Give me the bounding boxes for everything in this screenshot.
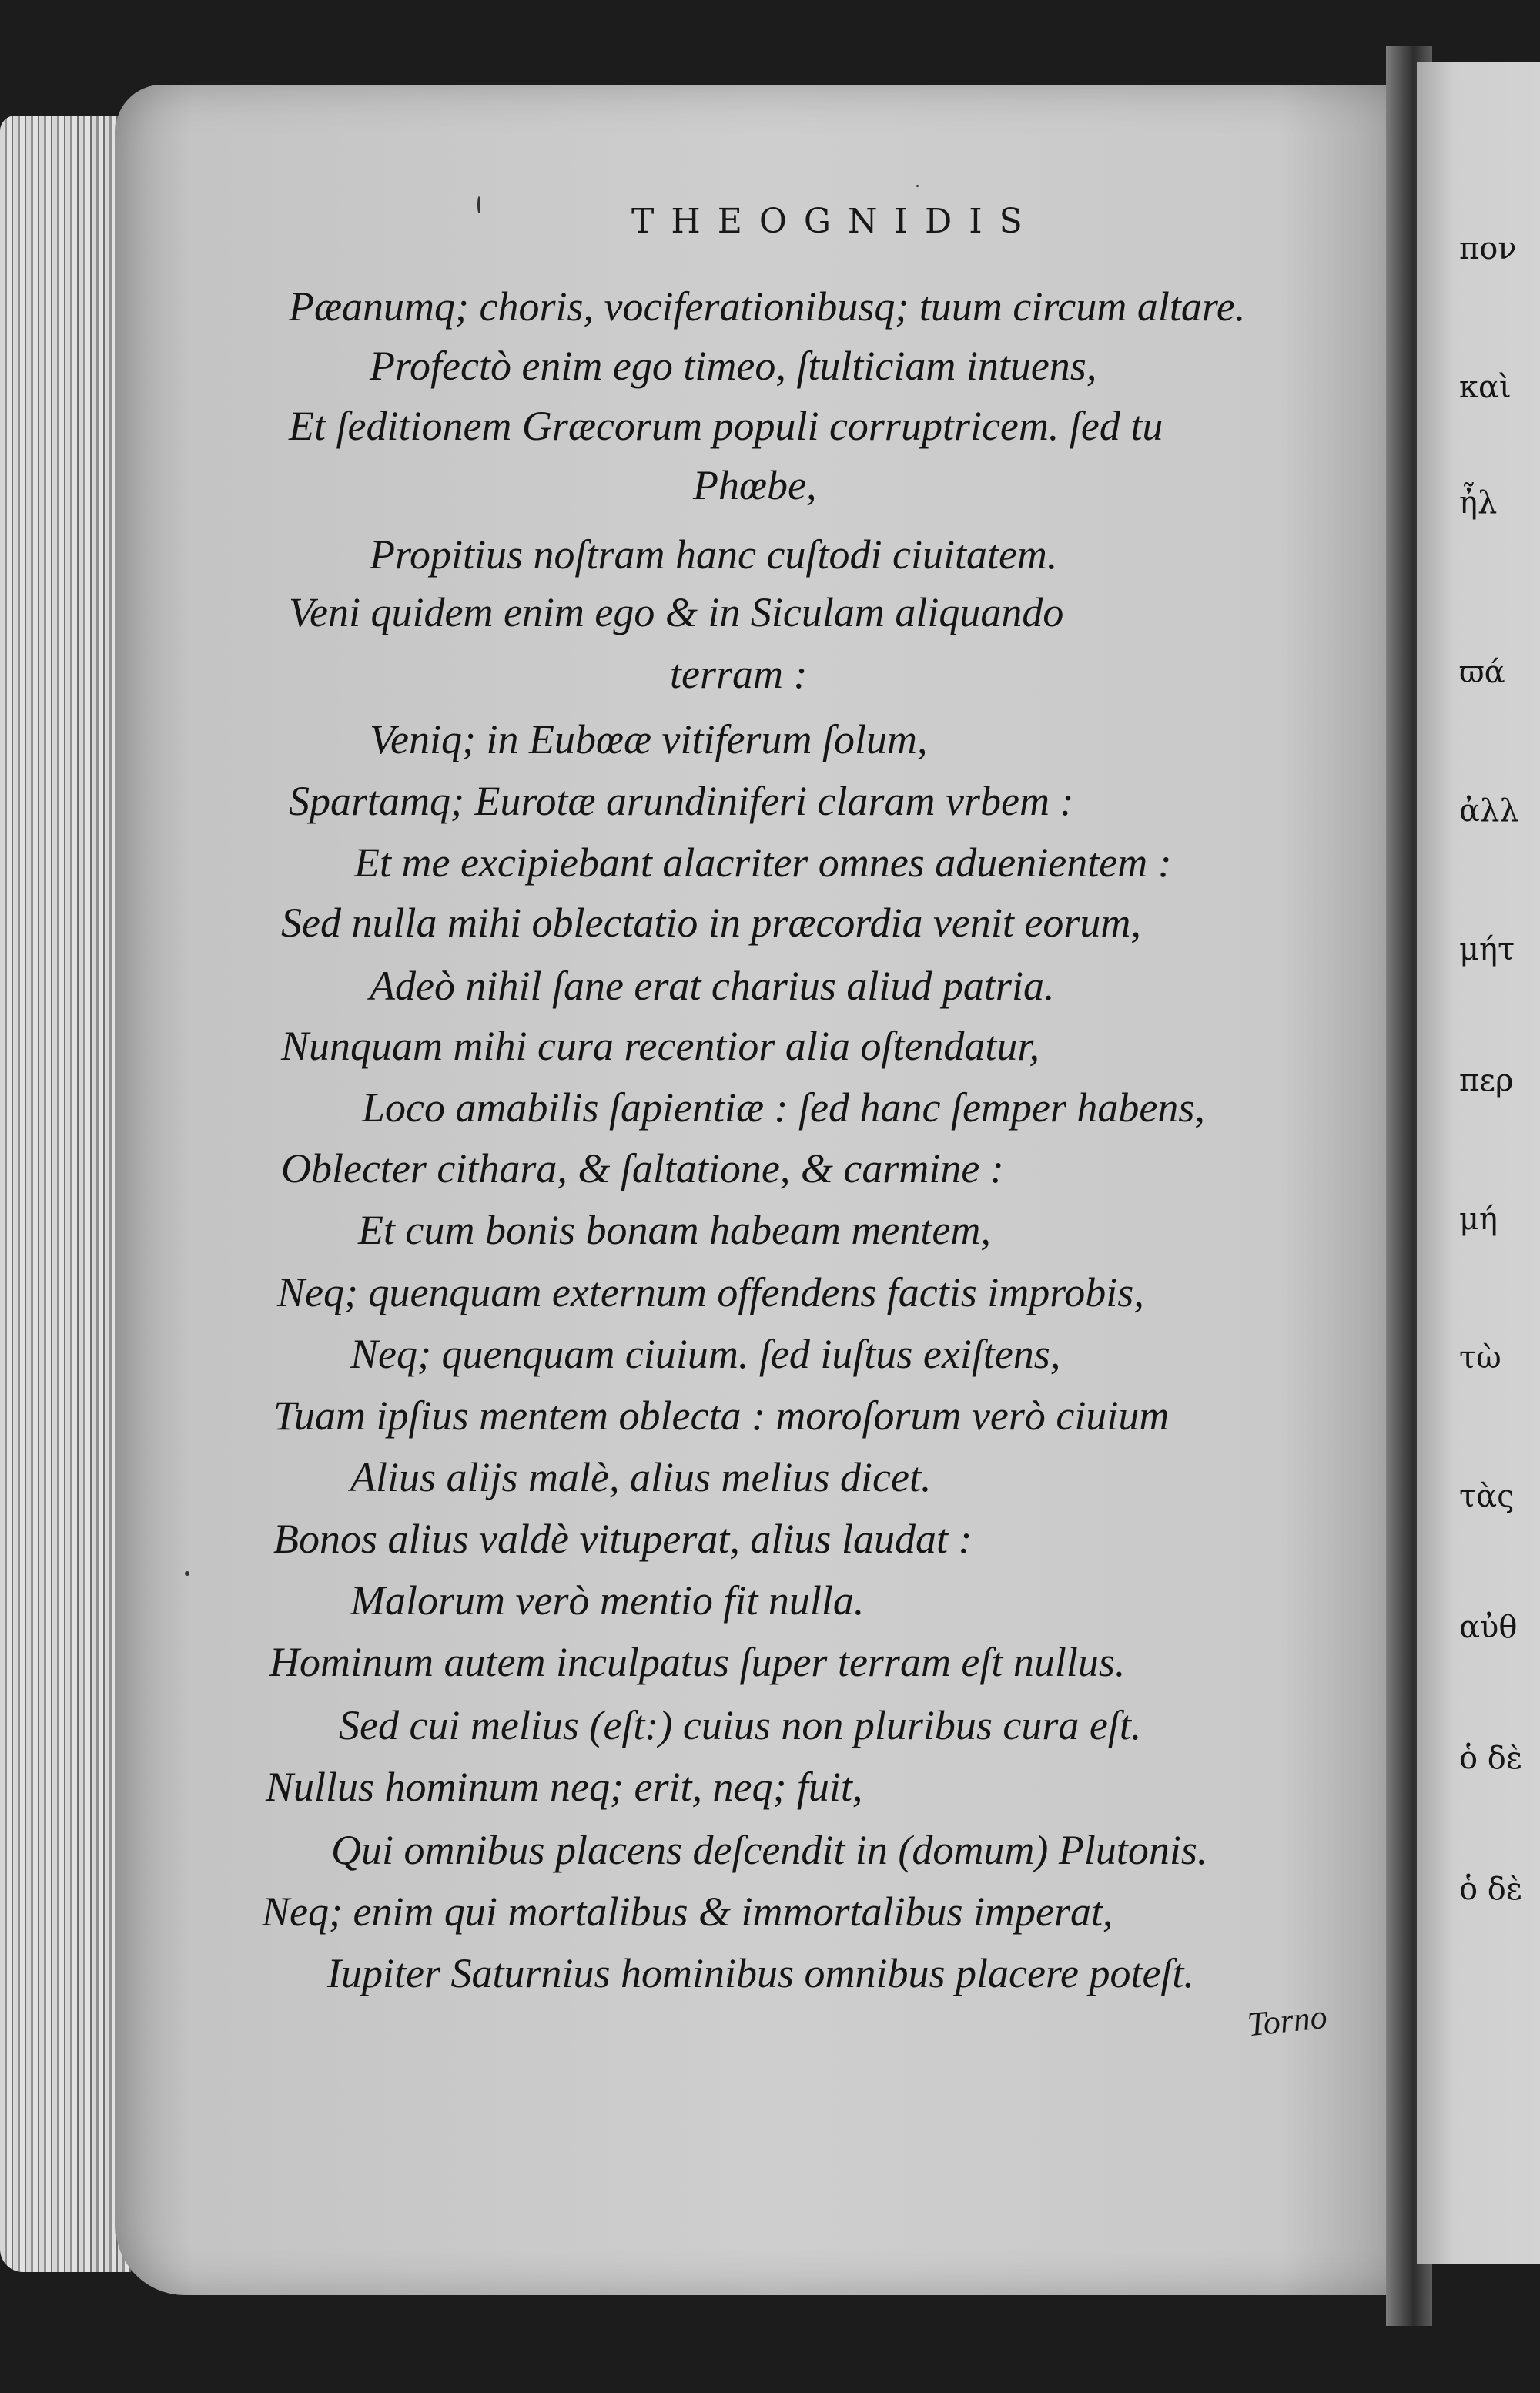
verse-line: Loco amabilis ſapientiæ : ſed hanc ſemper habens, — [362, 1084, 1205, 1131]
verse-line: Profectò enim ego timeo, ſtulticiam intuens, — [370, 343, 1097, 389]
verse-line: Hominum autem inculpatus ſuper terram eſt nullus. — [270, 1639, 1126, 1685]
verse-line: Spartamq; Eurotæ arundiniferi claram vrbem : — [289, 778, 1074, 824]
verse-line: Et cum bonis bonam habeam mentem, — [358, 1207, 991, 1253]
verse-line: Propitius noſtram hanc cuſtodi ciuitatem. — [370, 531, 1058, 578]
verse-line: Adeò nihil ſane erat charius aliud patria. — [370, 963, 1055, 1009]
verse-line: Pæanumq; choris, vociferationibusq; tuum circum altare. — [289, 283, 1246, 330]
greek-fragment: μή — [1459, 1202, 1498, 1237]
verse-line: Veni quidem enim ego & in Siculam aliquando — [289, 589, 1064, 635]
greek-fragment: ὁ δὲ — [1459, 1872, 1523, 1907]
verse-line: Et ſeditionem Græcorum populi corruptricem. ſed tu — [289, 403, 1163, 449]
greek-fragment: ἀλλ — [1459, 793, 1519, 829]
running-head: THEOGNIDIS — [631, 202, 1040, 241]
verse-line: Neq; quenquam externum offendens factis improbis, — [277, 1269, 1144, 1315]
verse-line: Nunquam mihi cura recentior alia oſtendatur, — [281, 1023, 1040, 1069]
ink-speck — [916, 185, 919, 187]
greek-fragment: περ — [1459, 1063, 1514, 1098]
greek-fragment: ϖά — [1459, 655, 1505, 690]
verse-line: Neq; quenquam ciuium. ſed iuſtus exiſtens, — [350, 1331, 1061, 1377]
greek-fragment: τὼ — [1459, 1340, 1502, 1376]
verse-line: Nullus hominum neq; erit, neq; fuit, — [266, 1764, 863, 1810]
verse-line: Tuam ipſius mentem oblecta : moroſorum verò ciuium — [273, 1393, 1170, 1439]
verse-line: Bonos alius valdè vituperat, alius laudat : — [273, 1516, 973, 1562]
page-edges — [0, 116, 131, 2272]
verse-line: Sed cui melius (eſt:) cuius non pluribus cura eſt. — [339, 1702, 1142, 1748]
greek-fragment: ὁ δὲ — [1459, 1741, 1523, 1776]
verse-line: Alius alijs malè, alius melius dicet. — [350, 1454, 932, 1500]
verse-line: Malorum verò mentio fit nulla. — [350, 1577, 865, 1624]
greek-fragment: μήτ — [1459, 932, 1515, 967]
greek-fragment: πον — [1459, 231, 1517, 266]
verse-line: Qui omnibus placens deſcendit in (domum) Plutonis. — [331, 1827, 1208, 1873]
verse-line: Phœbe, — [693, 462, 817, 508]
ink-speck — [477, 196, 480, 213]
verse-line: Sed nulla mihi oblectatio in præcordia venit eorum, — [281, 900, 1141, 946]
verse-line: Iupiter Saturnius hominibus omnibus placere poteſt. — [327, 1950, 1194, 1996]
verse-line: Neq; enim qui mortalibus & immortalibus imperat, — [262, 1889, 1113, 1935]
verse-line: Veniq; in Eubœæ vitiferum ſolum, — [370, 716, 928, 762]
greek-fragment: τὰς — [1459, 1479, 1515, 1514]
greek-fragment: ἦλ — [1459, 485, 1498, 521]
verse-line: terram : — [670, 651, 808, 697]
ink-speck — [185, 1571, 189, 1576]
verse-line: Oblecter cithara, & ſaltatione, & carmine : — [281, 1145, 1004, 1191]
greek-fragment: καὶ — [1459, 370, 1512, 405]
greek-fragment: αὐθ — [1459, 1610, 1518, 1645]
verse-line: Et me excipiebant alacriter omnes aduenientem : — [354, 840, 1172, 886]
catchword: Torno — [1245, 1997, 1329, 2044]
